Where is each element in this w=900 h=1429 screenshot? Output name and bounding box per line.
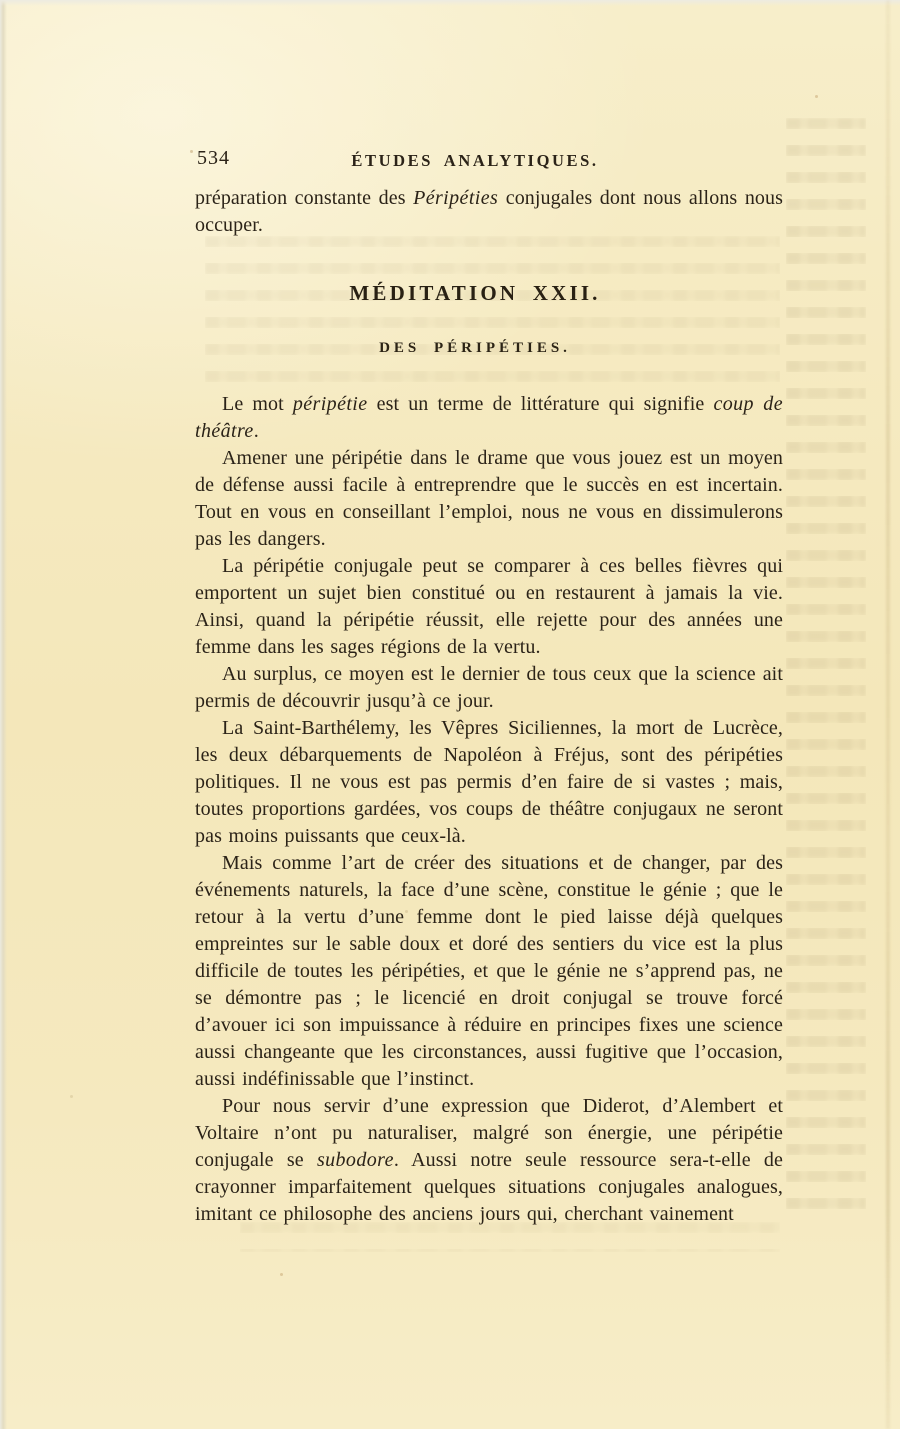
text-run: Pour nous servir d’une expression que Diderot, d’Alembert et Voltaire n’ont pu naturaliser, malgré son énergie, une péripétie conjugale se bbox=[195, 1095, 783, 1171]
scan-edge-top bbox=[0, 0, 900, 6]
bleed-through-heading-gap bbox=[205, 236, 780, 386]
text-run-italic: coup de théâtre bbox=[195, 393, 783, 442]
text-run: est un terme de littérature qui signifie bbox=[367, 393, 714, 415]
paragraph-continuation bbox=[195, 185, 783, 239]
text-run-italic: Péripéties bbox=[413, 187, 499, 209]
paragraph bbox=[195, 850, 783, 1093]
paragraph bbox=[195, 661, 783, 715]
text-run: préparation constante des bbox=[195, 187, 414, 209]
text-run: . Aussi notre seule ressource sera-t-elle de crayonner imparfaitement quelques situations conjugales analogues, imitant ce philosophe des anciens jours qui, cherchant vainement bbox=[195, 1149, 783, 1225]
paragraph bbox=[195, 1093, 783, 1228]
text-run-italic: péripétie bbox=[292, 393, 368, 415]
paragraph bbox=[195, 553, 783, 661]
section-heading: DES PÉRIPÉTIES. bbox=[379, 340, 571, 356]
paragraph bbox=[195, 445, 783, 553]
text-run: conjugales dont nous allons nous occuper. bbox=[195, 187, 783, 236]
running-title: ÉTUDES ANALYTIQUES. bbox=[351, 151, 599, 170]
bleed-through-right-margin bbox=[786, 118, 866, 1218]
scan-edge-left bbox=[0, 0, 7, 1429]
page-edge-crease bbox=[886, 0, 890, 1429]
text-run: . bbox=[253, 420, 259, 442]
text-run-italic: subodore bbox=[316, 1149, 394, 1171]
meditation-heading: MÉDITATION XXII. bbox=[349, 281, 601, 305]
paragraph bbox=[195, 715, 783, 850]
text-run: La Saint-Barthélemy, les Vêpres Siciliennes, la mort de Lucrèce, les deux débarquements de Napoléon à Fréjus, sont des péripéties politiques. Il ne vous est pas permis d’en faire de si vastes ; mais, toutes proportions gardées, vos coups de théâtre conjugaux ne seront pas moins puissants que ceux-là. bbox=[195, 717, 783, 847]
text-run: Mais comme l’art de créer des situations et de changer, par des événements naturels, la face d’une scène, constitue le génie ; que le retour à la vertu d’une femme dont le pied laisse déjà quelques empreintes sur le sable doux et doré des sentiers du vice est la plus difficile de toutes les péripéties, et que le génie ne s’apprend pas, ne se démontre pas ; le licencié en droit conjugal se trouve forcé d’avouer ici son impuissance à réduire en principes fixes une science aussi changeante que les circonstances, aussi fugitive que l’occasion, aussi indéfinissable que l’instinct. bbox=[195, 852, 783, 1090]
paragraph bbox=[195, 185, 783, 239]
text-run: Au surplus, ce moyen est le dernier de tous ceux que la science ait permis de découvrir jusqu’à ce jour. bbox=[195, 663, 783, 712]
page-number: 534 bbox=[197, 147, 230, 169]
text-run: Amener une péripétie dans le drame que vous jouez est un moyen de défense aussi facile à entreprendre que le succès en est incertain. Tout en vous en conseillant l’emploi, nous ne vous en dissimulerons pas les dangers. bbox=[195, 447, 783, 550]
paragraph bbox=[195, 391, 783, 445]
text-run: La péripétie conjugale peut se comparer à ces belles fièvres qui emportent un sujet bien constitué ou en restaurent à jamais la vie. Ainsi, quand la péripétie réussit, elle rejette pour des années une femme dans les sages régions de la vertu. bbox=[195, 555, 783, 658]
text-run: Le mot bbox=[222, 393, 293, 415]
body-text bbox=[195, 391, 783, 1228]
